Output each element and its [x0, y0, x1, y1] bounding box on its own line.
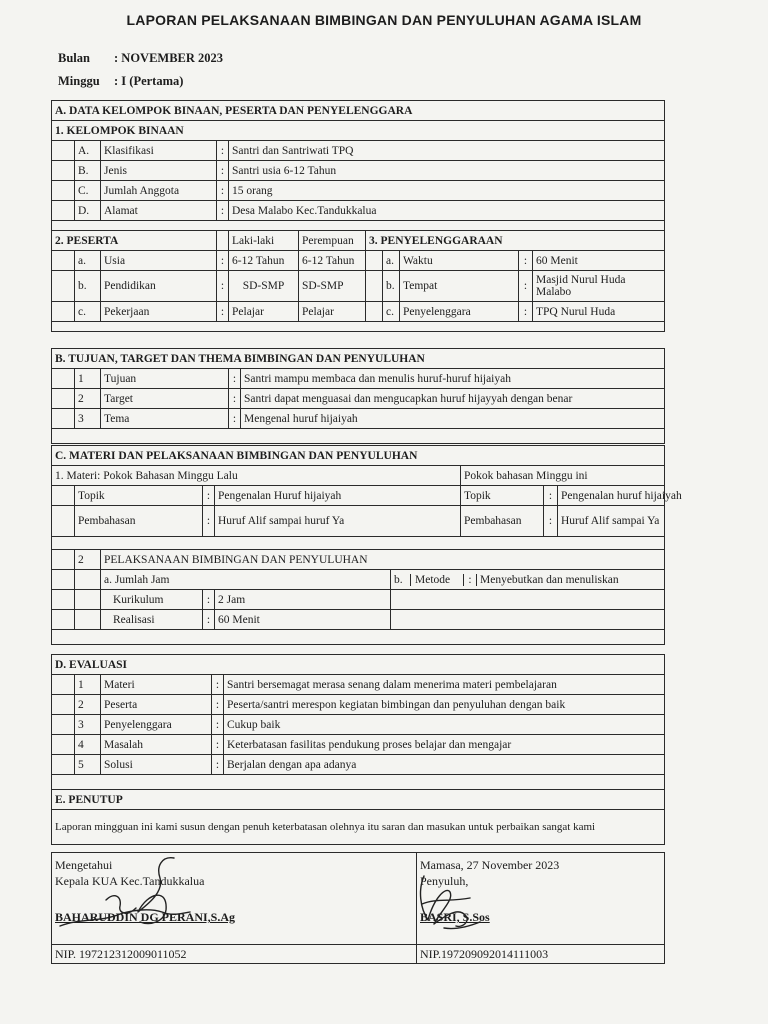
table-row	[52, 695, 665, 715]
kelompok-value: Desa Malabo Kec.Tandukkalua	[229, 201, 665, 221]
penyelenggaraan-code: c.	[383, 302, 400, 322]
colon: :	[217, 161, 229, 181]
colon: :	[217, 251, 229, 271]
colon: :	[203, 506, 215, 537]
left-signer-name: BAHARUDDIN DG PERANI,S.Ag	[55, 910, 236, 924]
row-value: Santri bersemagat merasa senang dalam menerima materi pembelajaran	[224, 675, 665, 695]
colon: :	[544, 486, 558, 506]
materi-minggu-ini: Pokok bahasan Minggu ini	[461, 466, 665, 486]
laki-laki-header: Laki-laki	[229, 231, 299, 251]
table-row	[52, 755, 665, 775]
bulan-value: : NOVEMBER 2023	[114, 51, 224, 65]
section-d-heading: D. EVALUASI	[52, 655, 665, 675]
penyelenggaraan-heading: 3. PENYELENGGARAAN	[366, 231, 665, 251]
table-row	[52, 271, 665, 302]
table-row	[52, 570, 665, 590]
row-label: Masalah	[101, 735, 212, 755]
colon: :	[519, 271, 533, 302]
row-number: 3	[75, 409, 101, 429]
kelompok-code: B.	[75, 161, 101, 181]
pelaksanaan-heading: PELAKSANAAN BIMBINGAN DAN PENYULUHAN	[101, 550, 665, 570]
kelompok-value: 15 orang	[229, 181, 665, 201]
peserta-label: Usia	[101, 251, 217, 271]
colon: :	[203, 610, 215, 630]
peserta-perempuan: Pelajar	[299, 302, 366, 322]
table-row	[52, 506, 665, 537]
colon: :	[212, 715, 224, 735]
kepala-kua-label: Kepala KUA Kec.Tandukkalua	[55, 874, 205, 888]
peserta-code: a.	[75, 251, 101, 271]
pelaksanaan-number: 2	[75, 550, 101, 570]
pembahasan-label-ini: Pembahasan	[461, 506, 544, 537]
table-row	[52, 141, 665, 161]
colon: :	[203, 486, 215, 506]
table-row	[52, 369, 665, 389]
row-value: Cukup baik	[224, 715, 665, 735]
peserta-perempuan: 6-12 Tahun	[299, 251, 366, 271]
mengetahui-label: Mengetahui	[55, 858, 113, 872]
colon: :	[212, 695, 224, 715]
row-number: 4	[75, 735, 101, 755]
penyuluh-label: Penyuluh,	[420, 874, 469, 888]
peserta-label: Pekerjaan	[101, 302, 217, 322]
table-row	[52, 389, 665, 409]
page-title: LAPORAN PELAKSANAAN BIMBINGAN DAN PENYULUHAN AGAMA ISLAM	[126, 12, 642, 28]
kelompok-code: D.	[75, 201, 101, 221]
kurikulum-label: Kurikulum	[101, 590, 203, 610]
row-label: Peserta	[101, 695, 212, 715]
topik-ini: Pengenalan huruf hijaiyah	[558, 486, 665, 506]
kelompok-binaan-heading: 1. KELOMPOK BINAAN	[52, 121, 665, 141]
kelompok-label: Alamat	[101, 201, 217, 221]
section-e-heading: E. PENUTUP	[52, 790, 665, 810]
colon: :	[217, 201, 229, 221]
jumlah-jam-label: a. Jumlah Jam	[101, 570, 391, 590]
minggu-value: : I (Pertama)	[114, 74, 184, 88]
penyelenggaraan-code: a.	[383, 251, 400, 271]
penutup-text: Laporan mingguan ini kami susun dengan penuh keterbatasan olehnya itu saran dan masukan untuk perbaikan sangat kami	[52, 810, 665, 845]
left-nip: NIP. 197212312009011052	[52, 945, 417, 964]
kelompok-code: C.	[75, 181, 101, 201]
colon: :	[217, 302, 229, 322]
row-label: Target	[101, 389, 229, 409]
topik-lalu: Pengenalan Huruf hijaiyah	[215, 486, 461, 506]
row-number: 2	[75, 389, 101, 409]
left-signature-scribble-icon	[40, 852, 210, 942]
colon: :	[217, 271, 229, 302]
row-label: Tema	[101, 409, 229, 429]
colon: :	[212, 735, 224, 755]
section-d-table	[51, 654, 665, 845]
metode-label: Metode	[411, 574, 464, 586]
row-number: 1	[75, 675, 101, 695]
peserta-code: c.	[75, 302, 101, 322]
table-row	[52, 675, 665, 695]
colon: :	[229, 389, 241, 409]
table-row	[52, 302, 665, 322]
colon: :	[229, 369, 241, 389]
table-row	[52, 715, 665, 735]
table-row	[52, 409, 665, 429]
colon: :	[519, 251, 533, 271]
pembahasan-label: Pembahasan	[75, 506, 203, 537]
peserta-code: b.	[75, 271, 101, 302]
metode-code: b.	[391, 574, 411, 586]
section-c-heading: C. MATERI DAN PELAKSANAAN BIMBINGAN DAN PENYULUHAN	[52, 446, 665, 466]
table-row	[52, 161, 665, 181]
row-label: Tujuan	[101, 369, 229, 389]
penyelenggaraan-code: b.	[383, 271, 400, 302]
realisasi-label: Realisasi	[101, 610, 203, 630]
peserta-laki: SD-SMP	[229, 271, 299, 302]
right-signature-scribble-icon	[410, 868, 490, 938]
table-row	[52, 610, 665, 630]
colon: :	[212, 755, 224, 775]
place-date: Mamasa, 27 November 2023	[420, 858, 560, 872]
section-c-table	[51, 445, 682, 645]
pembahasan-lalu: Huruf Alif sampai huruf Ya	[215, 506, 461, 537]
metode-value: Menyebutkan dan menuliskan	[480, 573, 619, 586]
colon: :	[229, 409, 241, 429]
perempuan-header: Perempuan	[299, 231, 366, 251]
kelompok-label: Jenis	[101, 161, 217, 181]
peserta-heading: 2. PESERTA	[52, 231, 217, 251]
row-value: Santri mampu membaca dan menulis huruf-huruf hijaiyah	[241, 369, 665, 389]
kurikulum-value: 2 Jam	[215, 590, 391, 610]
row-value: Mengenal huruf hijaiyah	[241, 409, 665, 429]
penyelenggaraan-value: 60 Menit	[533, 251, 665, 271]
penyelenggaraan-value: TPQ Nurul Huda	[533, 302, 665, 322]
bulan-row	[58, 51, 223, 66]
penyelenggaraan-label: Waktu	[400, 251, 519, 271]
peserta-label: Pendidikan	[101, 271, 217, 302]
kelompok-label: Jumlah Anggota	[101, 181, 217, 201]
colon: :	[203, 590, 215, 610]
kelompok-value: Santri usia 6-12 Tahun	[229, 161, 665, 181]
section-a-table	[51, 100, 665, 332]
penyelenggaraan-value: Masjid Nurul Huda Malabo	[533, 271, 665, 302]
row-number: 5	[75, 755, 101, 775]
kelompok-code: A.	[75, 141, 101, 161]
penyelenggaraan-label: Penyelenggara	[400, 302, 519, 322]
penyelenggaraan-label: Tempat	[400, 271, 519, 302]
table-row	[52, 251, 665, 271]
peserta-perempuan: SD-SMP	[299, 271, 366, 302]
topik-label: Topik	[75, 486, 203, 506]
kelompok-label: Klasifikasi	[101, 141, 217, 161]
minggu-row	[58, 74, 183, 89]
right-nip: NIP.197209092014111003	[417, 945, 665, 964]
row-number: 1	[75, 369, 101, 389]
materi-minggu-lalu: 1. Materi: Pokok Bahasan Minggu Lalu	[52, 466, 461, 486]
table-row	[52, 201, 665, 221]
colon: :	[544, 506, 558, 537]
colon: :	[464, 574, 477, 586]
section-a-heading: A. DATA KELOMPOK BINAAN, PESERTA DAN PENYELENGGARA	[52, 101, 665, 121]
row-value: Santri dapat menguasai dan mengucapkan huruf hijayyah dengan benar	[241, 389, 665, 409]
section-b-table	[51, 348, 665, 444]
kelompok-value: Santri dan Santriwati TPQ	[229, 141, 665, 161]
colon: :	[212, 675, 224, 695]
table-row	[52, 181, 665, 201]
row-label: Penyelenggara	[101, 715, 212, 735]
row-value: Berjalan dengan apa adanya	[224, 755, 665, 775]
table-row	[52, 590, 665, 610]
peserta-laki: Pelajar	[229, 302, 299, 322]
row-label: Solusi	[101, 755, 212, 775]
peserta-laki: 6-12 Tahun	[229, 251, 299, 271]
colon: :	[519, 302, 533, 322]
row-number: 3	[75, 715, 101, 735]
row-value: Keterbatasan fasilitas pendukung proses belajar dan mengajar	[224, 735, 665, 755]
table-row	[52, 735, 665, 755]
row-label: Materi	[101, 675, 212, 695]
bulan-label: Bulan	[58, 51, 90, 65]
section-b-heading: B. TUJUAN, TARGET DAN THEMA BIMBINGAN DAN PENYULUHAN	[52, 349, 665, 369]
row-value: Peserta/santri merespon kegiatan bimbingan dan penyuluhan dengan baik	[224, 695, 665, 715]
topik-label-ini: Topik	[461, 486, 544, 506]
right-signer-name: BASRI, S.Sos	[420, 910, 490, 924]
minggu-label: Minggu	[58, 74, 100, 88]
colon: :	[217, 141, 229, 161]
realisasi-value: 60 Menit	[215, 610, 391, 630]
row-number: 2	[75, 695, 101, 715]
pembahasan-ini: Huruf Alif sampai Ya	[558, 506, 665, 537]
table-row	[52, 486, 665, 506]
colon: :	[217, 181, 229, 201]
